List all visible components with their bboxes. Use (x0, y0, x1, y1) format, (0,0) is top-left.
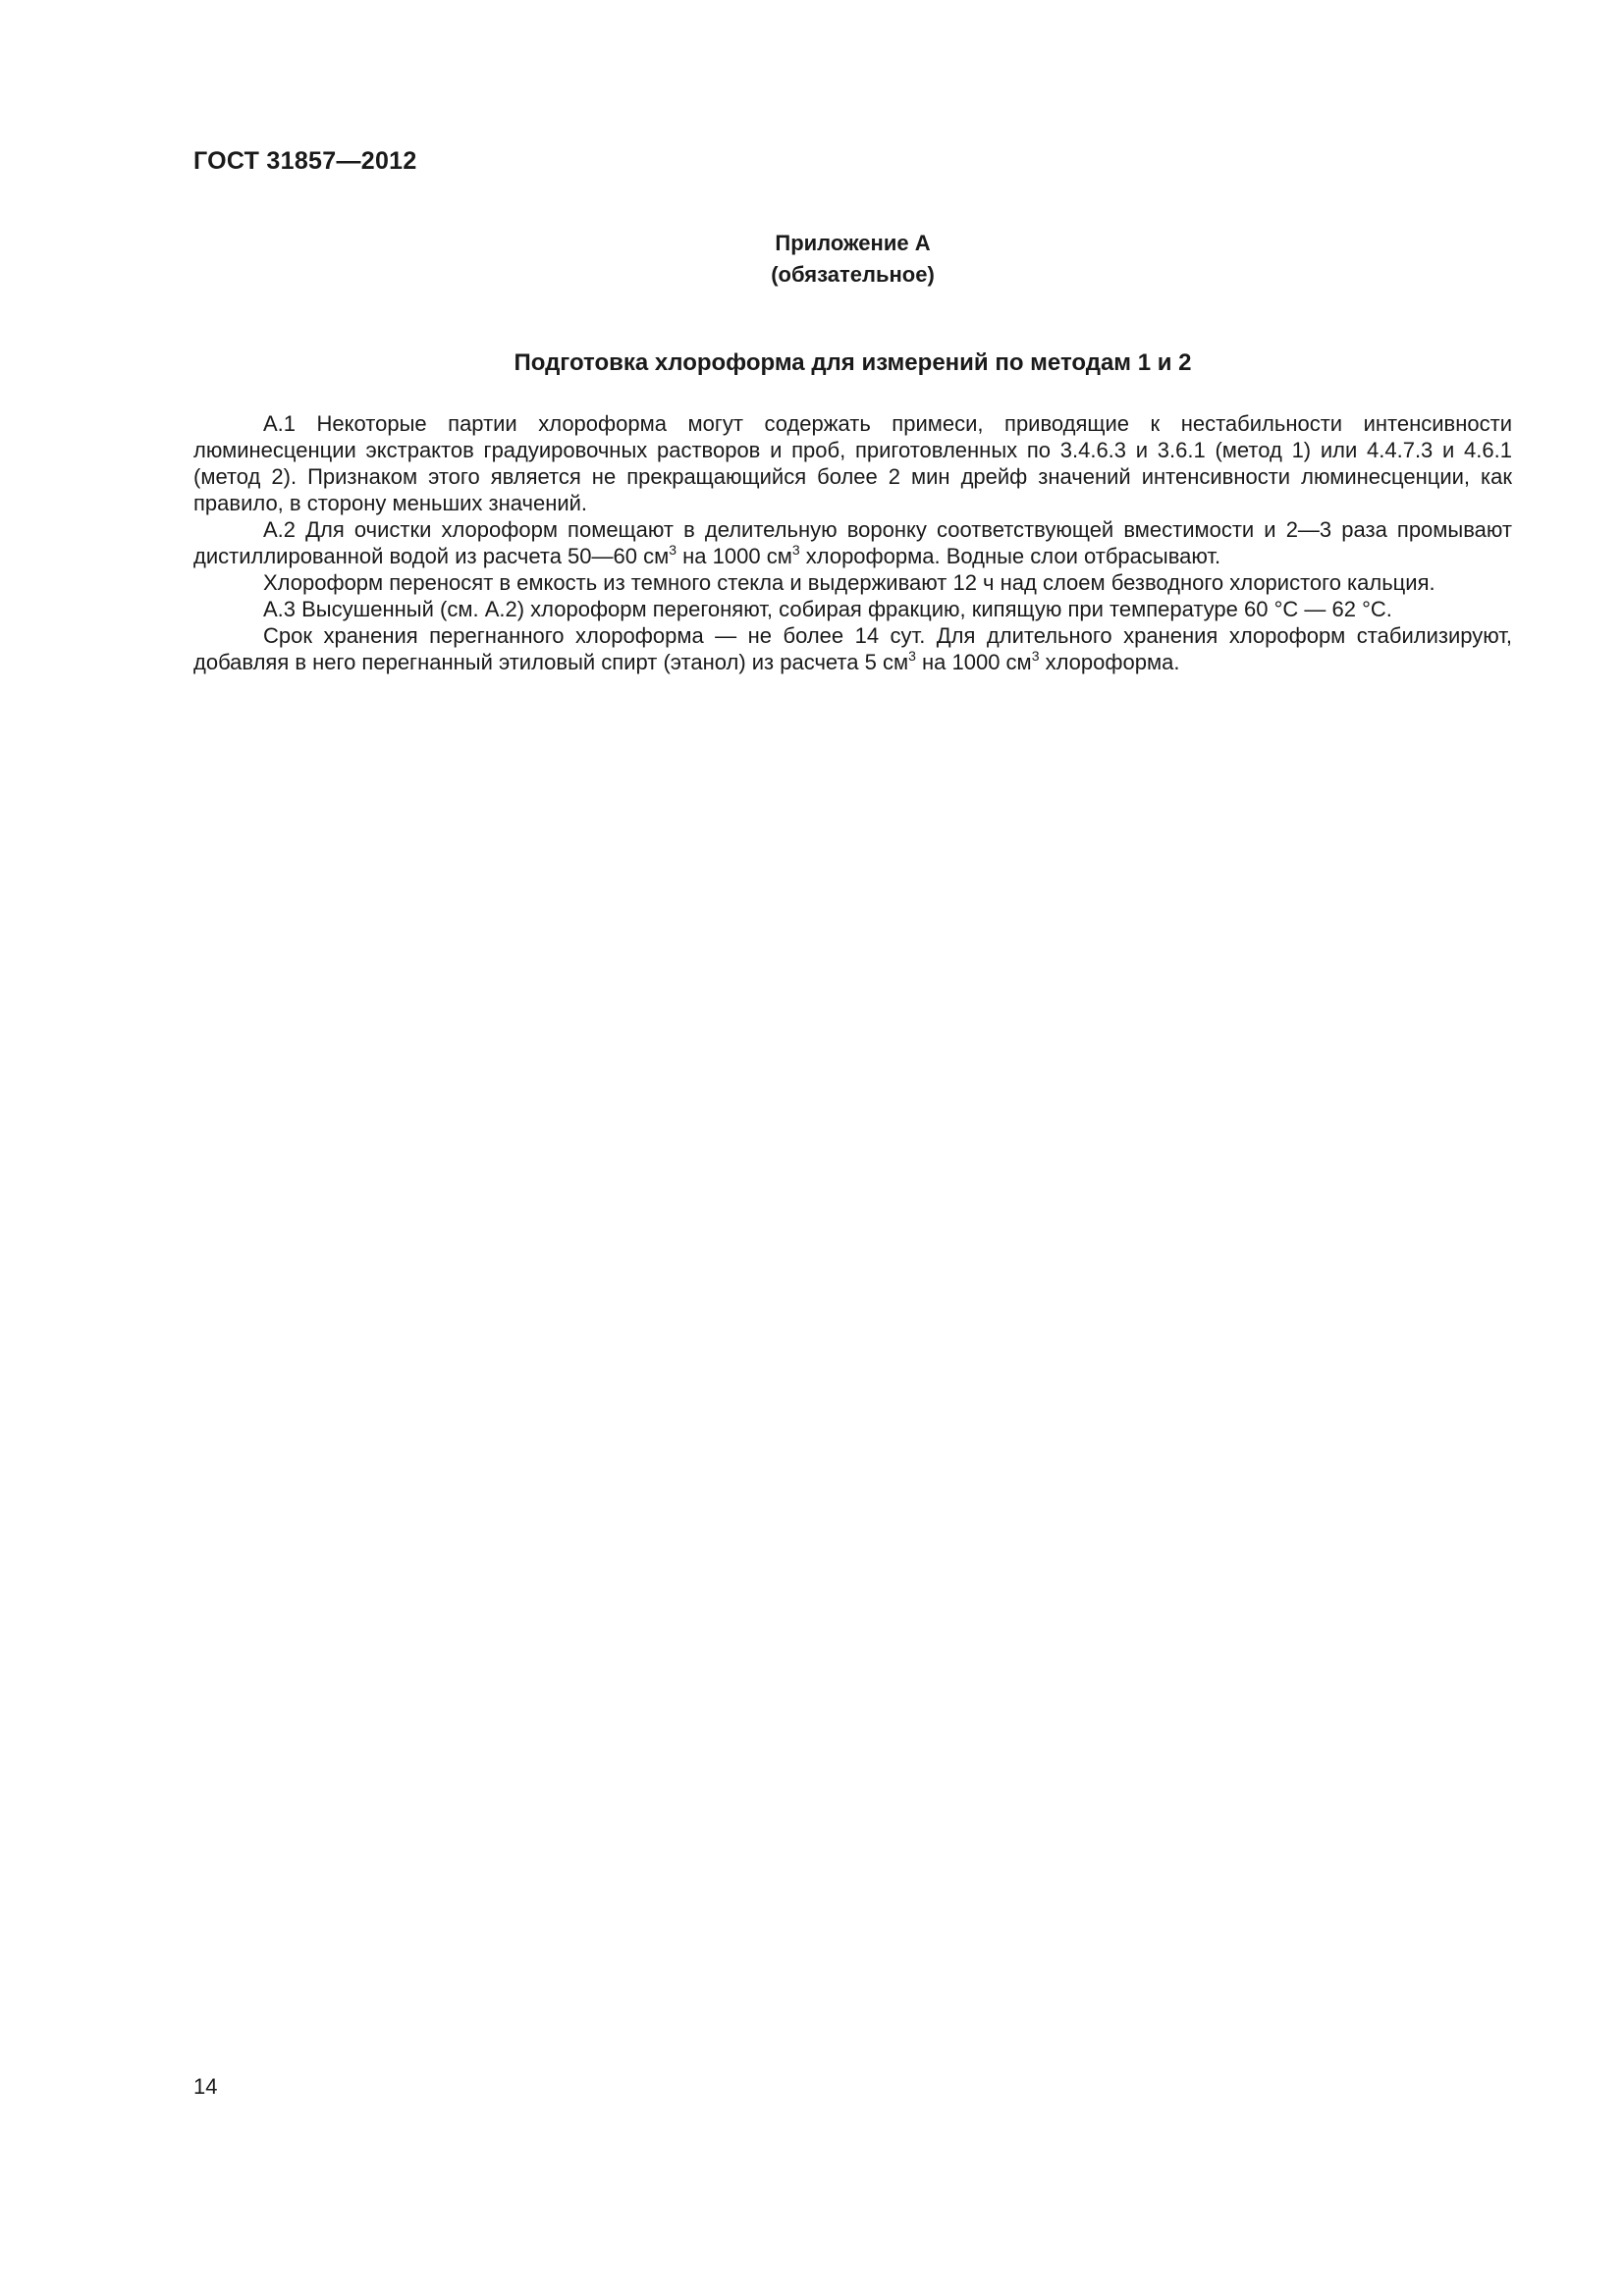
annex-heading (193, 228, 1512, 291)
superscript-cube: 3 (669, 542, 677, 558)
paragraph-a2-text-3: хлороформа. Водные слои отбрасывают. (799, 544, 1221, 568)
superscript-cube: 3 (908, 648, 916, 664)
paragraph-a3-storage-text-3: хлороформа. (1039, 650, 1180, 674)
paragraph-a2 (193, 516, 1512, 569)
document-code: ГОСТ 31857—2012 (193, 147, 417, 175)
paragraph-a1: А.1 Некоторые партии хлороформа могут содержать примеси, приводящие к нестабильности интенсивности люминесценции экстрактов градуировочных растворов и проб, приготовленных по 3.4.6.3 и 3.6.1 (метод 1) или 4.4.7.3 и 4.6.1 (метод 2). Признаком этого является не прекращающийся более 2 мин дрейф значений интенсивности люминесценции, как правило, в сторону меньших значений. (193, 411, 1512, 515)
annex-title: Подготовка хлороформа для измерений по методам 1 и 2 (514, 349, 1192, 376)
annex-status: (обязательное) (771, 262, 935, 287)
annex-label: Приложение А (775, 231, 931, 255)
paragraph-a3-storage-text-1: Срок хранения перегнанного хлороформа — не более 14 сут. Для длительного хранения хлороформ стабилизируют, добавляя в него перегнанный этиловый спирт (этанол) из расчета 5 см (193, 623, 1512, 674)
page-number: 14 (193, 2074, 218, 2099)
paragraph-a2-text-1: А.2 Для очистки хлороформ помещают в делительную воронку соответствующей вместимости и 2—3 раза промывают дистиллированной водой из расчета 50—60 см (193, 517, 1512, 568)
superscript-cube: 3 (1031, 648, 1040, 664)
paragraph-a2-storage: Хлороформ переносят в емкость из темного стекла и выдерживают 12 ч над слоем безводного хлористого кальция. (263, 570, 1435, 595)
paragraph-a3-storage (193, 622, 1512, 675)
paragraph-a3: А.3 Высушенный (см. А.2) хлороформ перегоняют, собирая фракцию, кипящую при температуре 60 °C — 62 °C. (263, 597, 1392, 621)
annex-body (193, 410, 1512, 675)
paragraph-a2-text-2: на 1000 см (677, 544, 792, 568)
superscript-cube: 3 (791, 542, 800, 558)
paragraph-a3-storage-text-2: на 1000 см (915, 650, 1032, 674)
